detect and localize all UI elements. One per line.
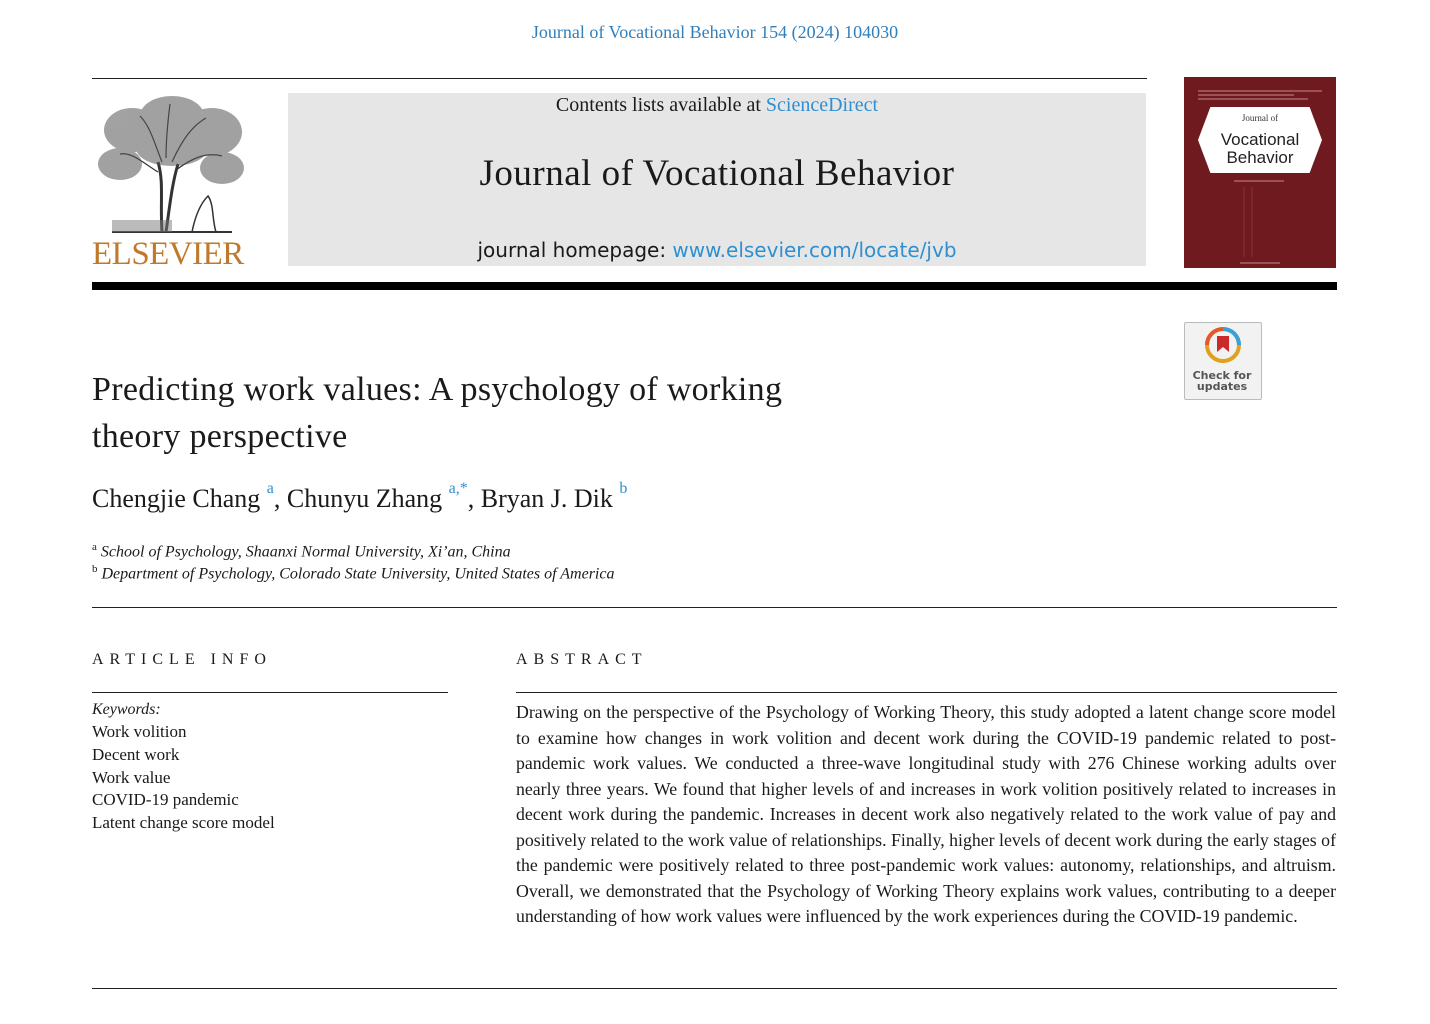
bottom-divider bbox=[92, 988, 1337, 989]
homepage-line bbox=[288, 238, 1146, 262]
keyword-item: COVID-19 pandemic bbox=[92, 790, 239, 809]
journal-cover-thumbnail[interactable] bbox=[1184, 77, 1336, 268]
article-info-heading: ARTICLE INFO bbox=[92, 651, 272, 668]
journal-homepage-link[interactable]: www.elsevier.com/locate/jvb bbox=[672, 238, 957, 262]
elsevier-wordmark: ELSEVIER bbox=[92, 236, 244, 272]
crossmark-line2: updates bbox=[1196, 380, 1248, 393]
author-affiliation-link[interactable]: a bbox=[266, 480, 274, 498]
affiliation-marker: b bbox=[92, 563, 98, 575]
article-info-divider bbox=[92, 692, 448, 693]
keyword-item: Decent work bbox=[92, 745, 180, 764]
author-list: Chengjie Chang $^a$, Chunyu Zhang $^{a,*}$, Bryan J. Dik $^b$ bbox=[92, 480, 628, 513]
abstract-heading: ABSTRACT bbox=[516, 651, 648, 668]
contents-line bbox=[288, 94, 1146, 117]
article-title-line1: Predicting work values: A psychology of working bbox=[92, 371, 783, 408]
crossmark-line1: Check for bbox=[1192, 369, 1252, 382]
cover-title bbox=[1198, 131, 1322, 167]
affiliation-marker: a bbox=[92, 541, 97, 553]
author-name[interactable]: Chunyu Zhang bbox=[286, 484, 443, 513]
journal-name: Journal of Vocational Behavior bbox=[479, 153, 955, 194]
article-title-line2: theory perspective bbox=[92, 418, 348, 455]
sciencedirect-link[interactable]: ScienceDirect bbox=[765, 94, 879, 116]
affiliation-text: School of Psychology, Shaanxi Normal University, Xi’an, China bbox=[100, 543, 511, 561]
homepage-prefix: journal homepage: bbox=[477, 238, 673, 262]
top-divider bbox=[92, 78, 1147, 79]
keyword-item: Latent change score model bbox=[92, 813, 275, 832]
cover-title-line2: Behavior bbox=[1226, 148, 1294, 167]
contents-prefix: Contents lists available at bbox=[555, 94, 766, 116]
crossmark-icon bbox=[1205, 327, 1241, 367]
cover-small-text: Journal of bbox=[1241, 113, 1279, 123]
cover-title-line1: Vocational bbox=[1220, 130, 1300, 149]
affiliation-text: Department of Psychology, Colorado State University, United States of America bbox=[101, 565, 615, 583]
keyword-item: Work volition bbox=[92, 722, 187, 741]
article-title bbox=[92, 366, 972, 460]
author-name[interactable]: Chengjie Chang bbox=[92, 484, 261, 513]
keyword-item: Work value bbox=[92, 768, 171, 787]
keywords-label: Keywords: bbox=[92, 701, 161, 718]
section-divider bbox=[92, 607, 1337, 608]
journal-citation[interactable]: Journal of Vocational Behavior 154 (2024) 104030 bbox=[531, 22, 899, 42]
affiliation bbox=[92, 563, 614, 583]
thick-divider bbox=[92, 282, 1337, 290]
author-affiliation-link[interactable]: a,* bbox=[448, 480, 468, 498]
abstract-divider bbox=[516, 692, 1337, 693]
author-affiliation-link[interactable]: b bbox=[619, 480, 628, 498]
abstract-body: Drawing on the perspective of the Psychology of Working Theory, this study adopted a latent change score model to examine how changes in work volition and decent work during the COVID-19 pandemic related to post-pandemic work values. We conducted a three-wave longitudinal study with 276 Chinese working adults over nearly three years. We found that higher levels of and increases in work volition positively related to increases in decent work during the pandemic. Increases in decent work also negatively related to the work value of pay and positively related to the work value of relationships. Finally, higher levels of decent work during the early stages of the pandemic were positively related to three post-pandemic work values: autonomy, relationships, and altruism. Overall, we demonstrated that the Psychology of Working Theory explains work values, contributing to a deeper understanding of how work values were influenced by the work experiences during the COVID-19 pandemic. bbox=[516, 702, 1336, 926]
check-for-updates-label bbox=[1184, 370, 1260, 392]
author-name[interactable]: Bryan J. Dik bbox=[480, 484, 613, 513]
affiliation bbox=[92, 541, 511, 561]
